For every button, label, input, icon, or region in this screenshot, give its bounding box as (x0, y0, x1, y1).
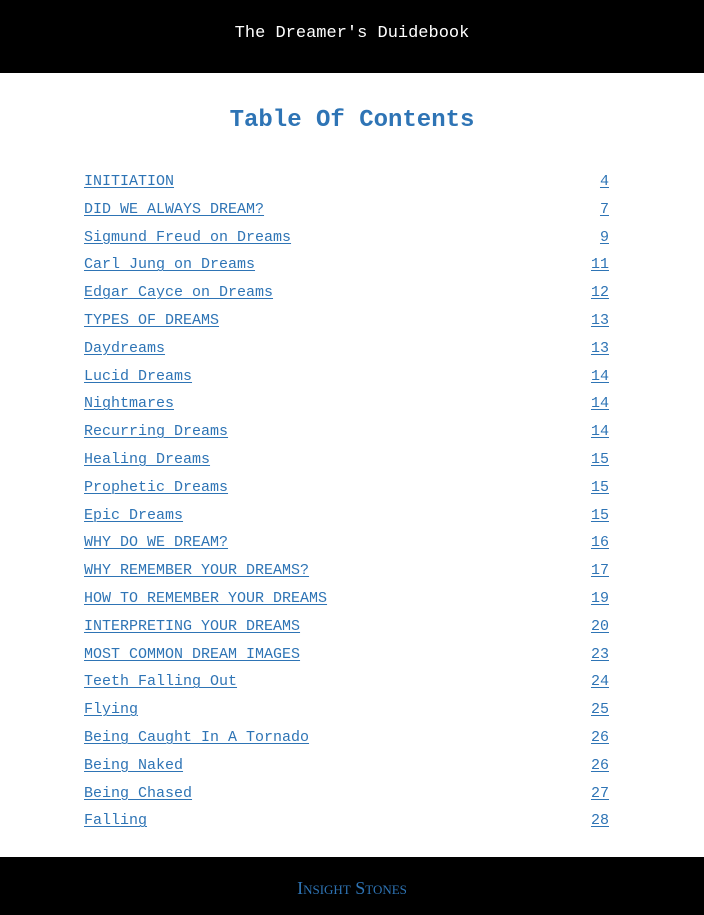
footer-brand: Insight Stones (297, 878, 407, 898)
toc-entry[interactable] (84, 557, 609, 585)
toc-entry-title-link[interactable]: Sigmund Freud on Dreams (84, 228, 292, 246)
toc-entry-page-link[interactable]: 25 (590, 701, 609, 719)
toc-entry-title-link[interactable]: Carl Jung on Dreams (84, 256, 256, 274)
toc-entry-page-link[interactable]: 7 (599, 200, 609, 218)
toc-entry[interactable] (84, 307, 609, 335)
toc-entry-title-link[interactable]: Daydreams (84, 339, 166, 357)
toc-entry[interactable] (84, 696, 609, 724)
toc-entry-title-link[interactable]: Being Naked (84, 756, 184, 774)
toc-list (84, 168, 609, 835)
toc-entry-title-link[interactable]: Nightmares (84, 395, 175, 413)
toc-entry-page-link[interactable]: 14 (590, 395, 609, 413)
toc-entry[interactable] (84, 529, 609, 557)
toc-entry-title-link[interactable]: Healing Dreams (84, 450, 211, 468)
toc-entry-page-link[interactable]: 23 (590, 645, 609, 663)
toc-entry-title-link[interactable]: Being Chased (84, 784, 193, 802)
toc-entry-page-link[interactable]: 4 (599, 173, 609, 190)
toc-entry[interactable] (84, 752, 609, 780)
toc-entry-page-link[interactable]: 15 (590, 478, 609, 496)
toc-entry-page-link[interactable]: 9 (599, 228, 609, 246)
toc-entry-page-link[interactable]: 13 (590, 339, 609, 357)
toc-entry-title-link[interactable]: WHY REMEMBER YOUR DREAMS? (84, 562, 310, 580)
toc-entry-title-link[interactable]: WHY DO WE DREAM? (84, 534, 229, 552)
toc-entry-page-link[interactable]: 27 (590, 784, 609, 802)
toc-heading: Table Of Contents (229, 107, 475, 134)
toc-entry-title-link[interactable]: Flying (84, 701, 139, 719)
toc-entry[interactable] (84, 363, 609, 391)
toc-entry-title-link[interactable]: Edgar Cayce on Dreams (84, 284, 274, 302)
toc-entry-title-link[interactable]: DID WE ALWAYS DREAM? (84, 200, 265, 218)
toc-entry-page-link[interactable]: 19 (590, 589, 609, 607)
toc-entry-title-link[interactable]: Epic Dreams (84, 506, 184, 524)
toc-entry-title-link[interactable]: Teeth Falling Out (84, 673, 238, 691)
toc-entry[interactable] (84, 807, 609, 835)
toc-entry-title-link[interactable]: MOST COMMON DREAM IMAGES (84, 645, 301, 663)
toc-entry[interactable] (84, 474, 609, 502)
toc-entry[interactable] (84, 668, 609, 696)
toc-entry-page-link[interactable]: 24 (590, 673, 609, 691)
toc-entry[interactable] (84, 279, 609, 307)
toc-entry-page-link[interactable]: 12 (590, 284, 609, 302)
toc-entry[interactable] (84, 780, 609, 808)
toc-entry[interactable] (84, 335, 609, 363)
toc-entry[interactable] (84, 613, 609, 641)
toc-entry[interactable] (84, 502, 609, 530)
toc-entry[interactable] (84, 224, 609, 252)
toc-entry-title-link[interactable]: INTERPRETING YOUR DREAMS (84, 617, 301, 635)
toc-entry[interactable] (84, 585, 609, 613)
toc-entry[interactable] (84, 168, 609, 196)
toc-entry[interactable] (84, 724, 609, 752)
toc-entry[interactable] (84, 641, 609, 669)
toc-entry-page-link[interactable]: 15 (590, 450, 609, 468)
toc-entry-title-link[interactable]: Prophetic Dreams (84, 478, 229, 496)
toc-entry-title-link[interactable]: TYPES OF DREAMS (84, 311, 220, 329)
toc-entry-title-link[interactable]: INITIATION (84, 173, 175, 190)
toc-entry-title-link[interactable]: HOW TO REMEMBER YOUR DREAMS (84, 589, 328, 607)
toc-entry[interactable] (84, 196, 609, 224)
toc-entry-page-link[interactable]: 17 (590, 562, 609, 580)
toc-entry-title-link[interactable]: Being Caught In A Tornado (84, 728, 310, 746)
toc-entry-page-link[interactable]: 11 (590, 256, 609, 274)
toc-entry-page-link[interactable]: 14 (590, 423, 609, 441)
toc-entry-page-link[interactable]: 26 (590, 728, 609, 746)
toc-entry-title-link[interactable]: Falling (84, 812, 148, 830)
toc-entry-page-link[interactable]: 16 (590, 534, 609, 552)
toc-entry[interactable] (84, 418, 609, 446)
toc-entry-page-link[interactable]: 13 (590, 311, 609, 329)
toc-entry-page-link[interactable]: 20 (590, 617, 609, 635)
toc-entry[interactable] (84, 390, 609, 418)
toc-entry-page-link[interactable]: 15 (590, 506, 609, 524)
toc-entry-page-link[interactable]: 14 (590, 367, 609, 385)
toc-entry[interactable] (84, 251, 609, 279)
toc-entry-page-link[interactable]: 26 (590, 756, 609, 774)
toc-entry[interactable] (84, 446, 609, 474)
toc-entry-title-link[interactable]: Lucid Dreams (84, 367, 193, 385)
book-title: The Dreamer's Duidebook (234, 24, 470, 43)
toc-entry-page-link[interactable]: 28 (590, 812, 609, 830)
toc-entry-title-link[interactable]: Recurring Dreams (84, 423, 229, 441)
